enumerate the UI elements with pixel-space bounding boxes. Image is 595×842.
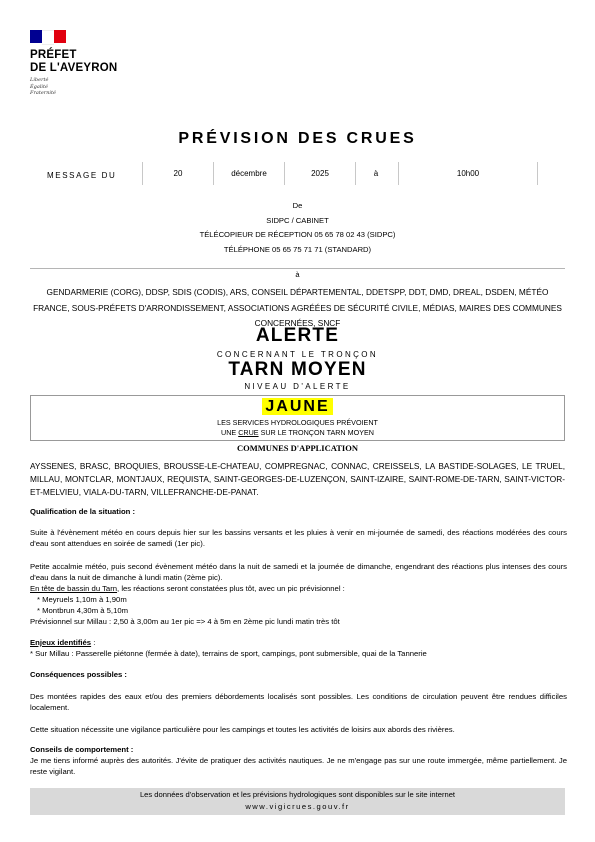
alert-description xyxy=(0,418,595,437)
qualification-heading: Qualification de la situation : xyxy=(30,507,136,516)
alert-concernant: CONCERNANT LE TRONÇON xyxy=(216,350,379,359)
alert-title: ALERTE xyxy=(255,325,340,346)
sender-line1: SIDPC / CABINET xyxy=(266,215,329,225)
message-month: décembre xyxy=(213,162,285,185)
communes-title: COMMUNES D'APPLICATION xyxy=(237,443,358,453)
message-year: 2025 xyxy=(284,162,356,185)
qualification-p3-rest: , les réactions seront constatées plus tôt, avec un pic prévisionnel : xyxy=(117,584,345,593)
alert-line2-post: SUR LE TRONÇON TARN MOYEN xyxy=(260,427,374,437)
communes-list: AYSSENES, BRASC, BROQUIES, BROUSSE-LE-CHATEAU, COMPREGNAC, CONNAC, CREISSELS, LA BASTIDE-SOLAGES, LE TRUEL, MILLAU, MONTCLAR, MONTJAUX, REQUISTA, SAINT-GEORGES-DE-LUZENÇON, SAINT-IZAIRE, SAINT-ROME-DE-TARN, SAINT-VICTOR-ET-MELVIEU, VIALA-DU-TARN, VILLEFRANCHE-DE-PANAT. xyxy=(30,461,565,497)
alert-level-badge: JAUNE xyxy=(262,398,332,415)
qualification-p3-underlined: En tête de bassin du Tarn xyxy=(30,584,118,593)
footer-banner xyxy=(30,788,565,815)
enjeux-heading: Enjeux identifiés xyxy=(30,638,92,647)
alert-level xyxy=(0,398,595,416)
message-a: à xyxy=(373,169,379,178)
sender-de: De xyxy=(292,201,303,210)
message-day: 20 xyxy=(142,162,214,185)
qualification-bullet1: * Meyruels 1,10m à 1,90m xyxy=(37,595,127,604)
sender-line3: TÉLÉPHONE 05 65 75 71 71 (STANDARD) xyxy=(223,244,372,254)
qualification-p1: Suite à l'évènement météo en cours depuis hier sur les bassins versants et les pluies à venir en mi-journée de samedi, des réactions modérées des cours d'eau sont attendues en soirée de samedi (1er pic). xyxy=(30,528,567,548)
consequences-p1: Des montées rapides des eaux et/ou des premiers débordements localisés sont possibles. Les conditions de circulation peuvent être rendues difficiles localement. xyxy=(30,692,567,712)
qualification-p2: Petite accalmie météo, puis second évènement météo dans la nuit de samedi et la journée de dimanche, engendrant des réactions plus intenses des cours d'eau dans la nuit de dimanche à lundi matin (2ème pic). xyxy=(30,562,567,582)
republic-motto xyxy=(30,77,56,97)
prefet-line2: DE L'AVEYRON xyxy=(30,62,118,74)
message-label: MESSAGE DU xyxy=(47,171,117,180)
alert-line2-pre: UNE xyxy=(221,427,237,437)
alert-line1: LES SERVICES HYDROLOGIQUES PRÉVOIENT xyxy=(217,418,378,427)
devise-liberte: Liberté xyxy=(30,77,49,83)
enjeux-text: * Sur Millau : Passerelle piétonne (fermée à date), terrains de sport, campings, pont submersible, quai de la Tannerie xyxy=(30,649,427,658)
consequences-heading: Conséquences possibles : xyxy=(30,670,127,679)
flag-blue-stripe xyxy=(30,30,42,43)
sender-line2: TÉLÉCOPIEUR DE RÉCEPTION 05 65 78 02 43 (SIDPC) xyxy=(199,230,396,239)
conseils-text: Je me tiens informé auprès des autorités. J'évite de pratiquer des activités nautiques. Je ne m'engage pas sur une route immergée, même partiellement. Je reste vigilant. xyxy=(30,756,567,776)
flag-red-stripe xyxy=(54,30,66,43)
footer-link[interactable]: www.vigicrues.gouv.fr xyxy=(245,802,350,811)
sender-block xyxy=(0,199,595,257)
prefecture-name xyxy=(30,49,117,75)
qualification-p3 xyxy=(30,584,567,595)
prefet-line1: PRÉFET xyxy=(30,49,77,61)
alert-niveau: NIVEAU D'ALERTE xyxy=(244,382,351,391)
recipients-a: à xyxy=(295,270,300,279)
message-time: 10h00 xyxy=(398,162,538,185)
alert-line2 xyxy=(0,428,595,438)
qualification-bullet2: * Montbrun 4,30m à 5,10m xyxy=(37,606,129,615)
conseils-heading: Conseils de comportement : xyxy=(30,745,134,754)
consequences-p2: Cette situation nécessite une vigilance particulière pour les campings et toutes les activités de loisirs aux abords des rivières. xyxy=(30,725,455,734)
qualification-p4: Prévisionnel sur Millau : 2,50 à 3,00m au 1er pic => 4 à 5m en 2ème pic lundi matin très tôt xyxy=(30,617,340,626)
document-title: PRÉVISION DES CRUES xyxy=(178,130,417,147)
enjeux-heading-suffix: : xyxy=(91,638,96,647)
alert-troncon: TARN MOYEN xyxy=(228,359,367,380)
alert-line2-crue: CRUE xyxy=(238,427,259,437)
footer-line1: Les données d'observation et les prévisions hydrologiques sont disponibles sur le site internet xyxy=(139,790,456,799)
flag-white-stripe xyxy=(42,30,54,45)
devise-fraternite: Fraternité xyxy=(30,90,56,96)
marianne-logo xyxy=(30,30,66,43)
recipients-list: GENDARMERIE (CORG), DDSP, SDIS (CODIS), ARS, CONSEIL DÉPARTEMENTAL, DDETSPP, DDT, DMD, DREAL, DSDEN, MÉTÉO FRANCE, SOUS-PRÉFETS D'ARRONDISSEMENT, ASSOCIATIONS AGRÉÉES DE SÉCURITÉ CIVILE, MÉDIAS, MAIRES DES COMMUNES CONCERNÉES, SNCF xyxy=(33,287,562,328)
devise-egalite: Égalité xyxy=(30,83,48,90)
enjeux-heading-row xyxy=(30,638,567,649)
